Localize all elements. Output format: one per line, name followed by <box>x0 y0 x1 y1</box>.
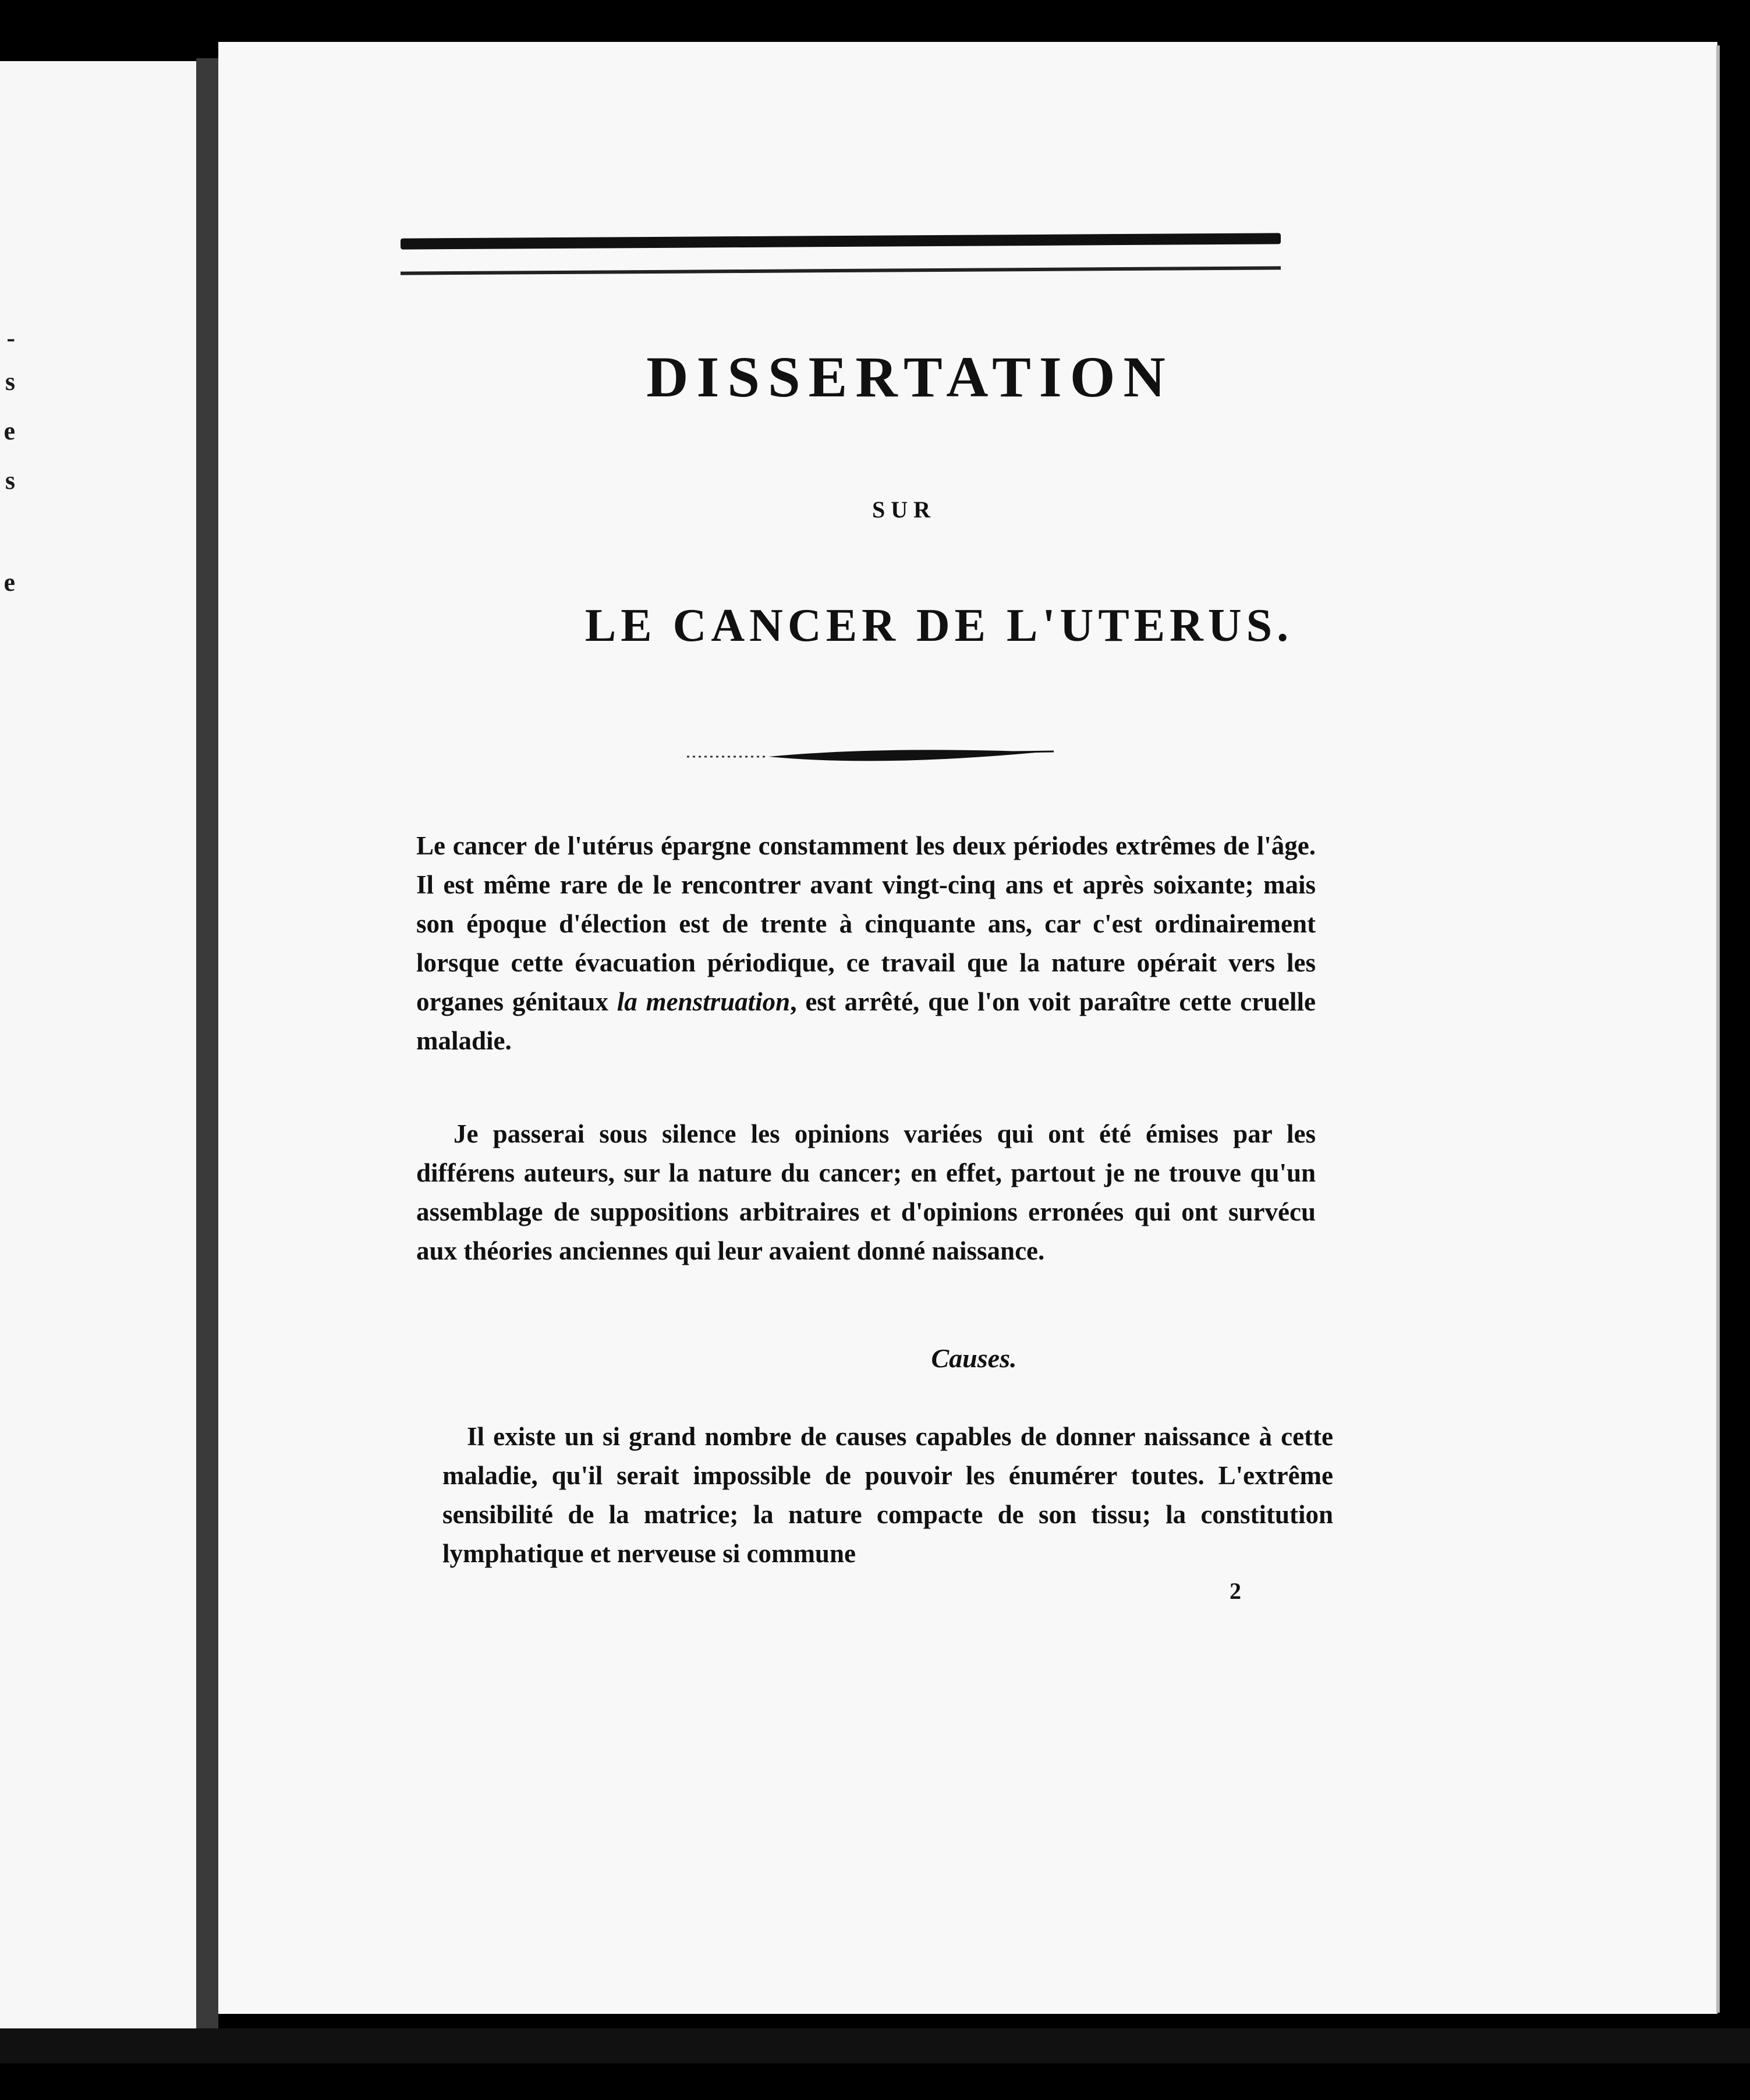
section-heading: Causes. <box>931 1343 1017 1373</box>
decorative-ornament <box>687 744 1054 767</box>
left-page-letter: e <box>3 568 15 597</box>
paragraph-text: , est arrêté, que l'on voit paraître cette cruelle maladie. <box>416 987 1316 1055</box>
left-page-letter: e <box>3 417 15 445</box>
paragraph-text: Le cancer de l'utérus épargne constamment les deux périodes extrêmes de l'âge. Il est même rare de le rencontrer avant vingt-cinq ans et après soixante; mais son époque d'élection est de trente à cinquante ans, car c'est ordinairement lorsque cette évacuation périodique, ce travail que la nature opérait vers les organes génitaux <box>416 831 1316 1016</box>
left-page-letter: - <box>6 324 15 352</box>
scan-border <box>0 2028 1750 2063</box>
paragraph-intro <box>416 826 1316 1060</box>
paragraph-opinions: Je passerai sous silence les opinions variées qui ont été émises par les différens auteurs, sur la nature du cancer; en effet, partout je ne trouve qu'un assemblage de suppositions arbitraires et d'opinions erronées qui ont survécu aux théories anciennes qui leur avaient donné naissance. <box>416 1119 1316 1265</box>
page-edge <box>1716 45 1720 2013</box>
document-subtitle: LE CANCER DE L'UTERUS. <box>584 600 1294 651</box>
title-preposition: SUR <box>872 496 937 523</box>
page-number: 2 <box>1230 1578 1241 1604</box>
left-page-letter: s <box>5 367 15 396</box>
italic-term: la menstruation <box>617 987 791 1016</box>
paragraph-causes: Il existe un si grand nombre de causes capables de donner naissance à cette maladie, qu'il serait impossible de pouvoir les énumérer toutes. L'extrême sensibilité de la matrice; la nature compacte de son tissu; la constitution lymphatique et nerveuse si commune <box>442 1422 1333 1568</box>
left-page-letter: s <box>5 466 15 495</box>
document-title: DISSERTATION <box>646 345 1174 409</box>
